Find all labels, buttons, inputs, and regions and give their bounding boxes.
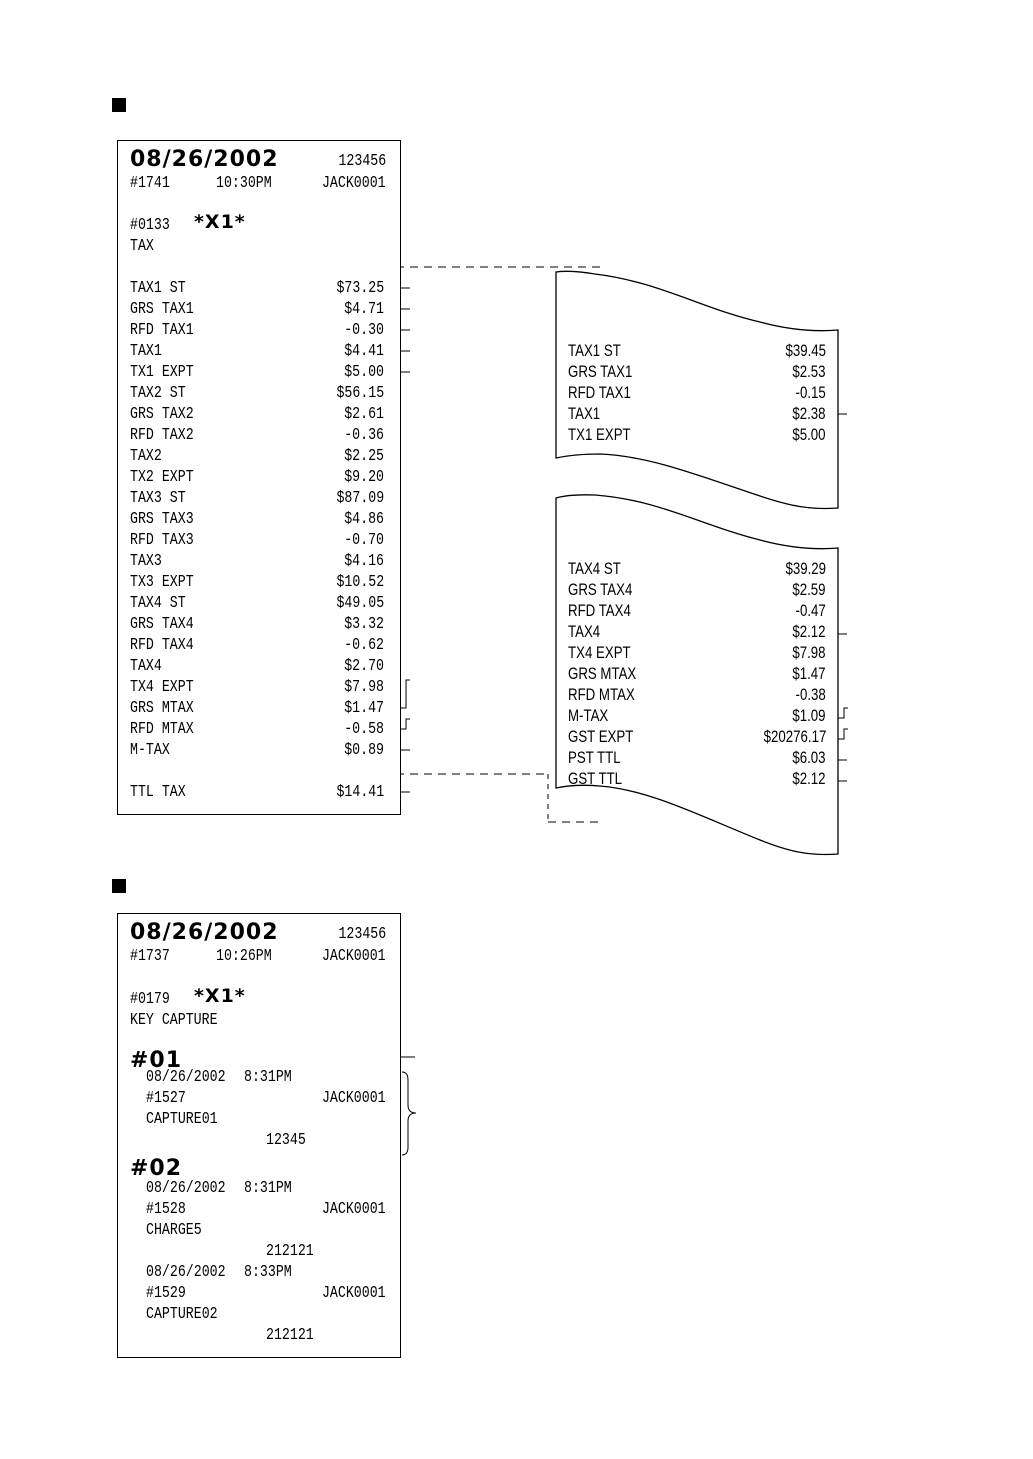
tax-row-value: $10.52 — [336, 573, 384, 592]
capture-number: #1527 — [146, 1089, 186, 1108]
strip-row-label: M-TAX — [568, 706, 609, 725]
sample-strip-1 — [568, 340, 826, 450]
tax-row-label: TX1 EXPT — [130, 363, 194, 382]
strip-row-label: GST TTL — [568, 769, 623, 788]
strip-row-value: $2.12 — [792, 769, 826, 788]
strip-row-label: RFD MTAX — [568, 685, 635, 704]
strip-row-label: GRS MTAX — [568, 664, 637, 683]
strip-row-value: $6.03 — [792, 748, 826, 767]
strip-row-label: RFD TAX4 — [568, 601, 631, 620]
tax-row-label: RFD TAX3 — [130, 531, 194, 550]
tax-row-value: -0.62 — [344, 636, 384, 655]
tax-row-label: GRS TAX2 — [130, 405, 194, 424]
strip-row-value: $20276.17 — [763, 727, 826, 746]
tax-row-value: $49.05 — [336, 594, 384, 613]
strip-row-value: $39.45 — [785, 341, 826, 360]
strip-row-value: -0.15 — [795, 383, 826, 402]
report-title: TAX — [130, 237, 154, 256]
tax-row-label: RFD TAX1 — [130, 321, 194, 340]
strip-row-value: $39.29 — [785, 559, 826, 578]
tax-row-label: TAX2 — [130, 447, 162, 466]
tax-row-value: -0.30 — [344, 321, 384, 340]
tax-row-value: $2.70 — [344, 657, 384, 676]
tax-row-label: TAX3 — [130, 552, 162, 571]
capture-name: CHARGE5 — [146, 1221, 202, 1240]
tax-row-label: TX3 EXPT — [130, 573, 194, 592]
tax-row-value: -0.58 — [344, 720, 384, 739]
machine-number: 123456 — [338, 925, 386, 944]
strip-row-value: -0.47 — [795, 601, 826, 620]
report-date: 08/26/2002 — [130, 147, 279, 172]
consecutive-number: #1741 — [130, 174, 170, 193]
report-date: 08/26/2002 — [130, 920, 279, 945]
strip-row-value: $1.47 — [792, 664, 826, 683]
capture-number: #1528 — [146, 1200, 186, 1219]
consecutive-number: #1737 — [130, 947, 170, 966]
tax-row-label: TX4 EXPT — [130, 678, 194, 697]
capture-name: CAPTURE02 — [146, 1305, 218, 1324]
total-tax-label: TTL TAX — [130, 783, 186, 802]
capture-time: 8:31PM — [244, 1179, 292, 1198]
tax-row-label: TAX1 — [130, 342, 162, 361]
tax-row-value: $2.25 — [344, 447, 384, 466]
tax-row-label: GRS MTAX — [130, 699, 194, 718]
tax-row-value: $4.41 — [344, 342, 384, 361]
capture-date: 08/26/2002 — [146, 1263, 226, 1282]
tax-row-label: TAX2 ST — [130, 384, 186, 403]
machine-number: 123456 — [338, 152, 386, 171]
strip-row-label: GRS TAX4 — [568, 580, 633, 599]
tax-row-label: RFD TAX2 — [130, 426, 194, 445]
tax-row-value: $56.15 — [336, 384, 384, 403]
tax-row-value: -0.70 — [344, 531, 384, 550]
tax-row-label: TAX1 ST — [130, 279, 186, 298]
strip-row-label: GRS TAX1 — [568, 362, 633, 381]
clerk-code: JACK0001 — [322, 174, 386, 193]
strip-row-label: TAX4 — [568, 622, 601, 641]
report-time: 10:26PM — [216, 947, 272, 966]
strip-row-label: TAX1 ST — [568, 341, 621, 360]
tax-row-value: $5.00 — [344, 363, 384, 382]
tax-row-label: GRS TAX1 — [130, 300, 194, 319]
capture-code: 12345 — [266, 1131, 306, 1150]
strip-row-label: TAX4 ST — [568, 559, 621, 578]
tax-row-value: $9.20 — [344, 468, 384, 487]
strip-row-label: GST EXPT — [568, 727, 634, 746]
sample-strip-2 — [568, 558, 826, 793]
report-number: #0179 — [130, 990, 170, 1009]
tax-row-value: $87.09 — [336, 489, 384, 508]
tax-row-value: $2.61 — [344, 405, 384, 424]
report-mode: *X1* — [194, 985, 246, 1007]
tax-row-label: TAX4 — [130, 657, 162, 676]
tax-row-label: TAX3 ST — [130, 489, 186, 508]
capture-group-label: #02 — [130, 1156, 183, 1181]
tax-report-receipt — [117, 140, 401, 815]
report-mode: *X1* — [194, 211, 246, 233]
strip-row-value: $2.53 — [792, 362, 826, 381]
capture-name: CAPTURE01 — [146, 1110, 218, 1129]
tax-row-value: $3.32 — [344, 615, 384, 634]
strip-row-value: -0.38 — [795, 685, 826, 704]
tax-row-value: $7.98 — [344, 678, 384, 697]
strip-row-value: $1.09 — [792, 706, 826, 725]
capture-clerk: JACK0001 — [322, 1200, 386, 1219]
tax-row-value: $4.16 — [344, 552, 384, 571]
capture-date: 08/26/2002 — [146, 1179, 226, 1198]
tax-row-label: RFD MTAX — [130, 720, 194, 739]
strip-row-label: RFD TAX1 — [568, 383, 631, 402]
capture-time: 8:31PM — [244, 1068, 292, 1087]
tax-row-label: GRS TAX4 — [130, 615, 194, 634]
total-tax-value: $14.41 — [336, 783, 384, 802]
capture-date: 08/26/2002 — [146, 1068, 226, 1087]
strip-row-label: TX1 EXPT — [568, 425, 631, 444]
strip-row-label: TAX1 — [568, 404, 601, 423]
tax-row-value: -0.36 — [344, 426, 384, 445]
strip-row-value: $5.00 — [792, 425, 826, 444]
clerk-code: JACK0001 — [322, 947, 386, 966]
key-capture-receipt — [117, 913, 401, 1358]
capture-time: 8:33PM — [244, 1263, 292, 1282]
tax-row-value: $4.86 — [344, 510, 384, 529]
report-time: 10:30PM — [216, 174, 272, 193]
report-number: #0133 — [130, 216, 170, 235]
strip-row-value: $2.59 — [792, 580, 826, 599]
strip-row-label: PST TTL — [568, 748, 621, 767]
tax-row-label: M-TAX — [130, 741, 170, 760]
strip-row-label: TX4 EXPT — [568, 643, 631, 662]
tax-row-label: TX2 EXPT — [130, 468, 194, 487]
strip-row-value: $2.38 — [792, 404, 826, 423]
tax-row-value: $1.47 — [344, 699, 384, 718]
tax-row-value: $4.71 — [344, 300, 384, 319]
tax-row-value: $73.25 — [336, 279, 384, 298]
capture-group-label: #01 — [130, 1048, 183, 1073]
capture-code: 212121 — [266, 1242, 314, 1261]
tax-row-label: TAX4 ST — [130, 594, 186, 613]
tax-row-label: RFD TAX4 — [130, 636, 194, 655]
report-title: KEY CAPTURE — [130, 1011, 218, 1030]
strip-row-value: $2.12 — [792, 622, 826, 641]
capture-number: #1529 — [146, 1284, 186, 1303]
tax-row-value: $0.89 — [344, 741, 384, 760]
capture-clerk: JACK0001 — [322, 1284, 386, 1303]
capture-clerk: JACK0001 — [322, 1089, 386, 1108]
tax-row-label: GRS TAX3 — [130, 510, 194, 529]
strip-row-value: $7.98 — [792, 643, 826, 662]
capture-code: 212121 — [266, 1326, 314, 1345]
